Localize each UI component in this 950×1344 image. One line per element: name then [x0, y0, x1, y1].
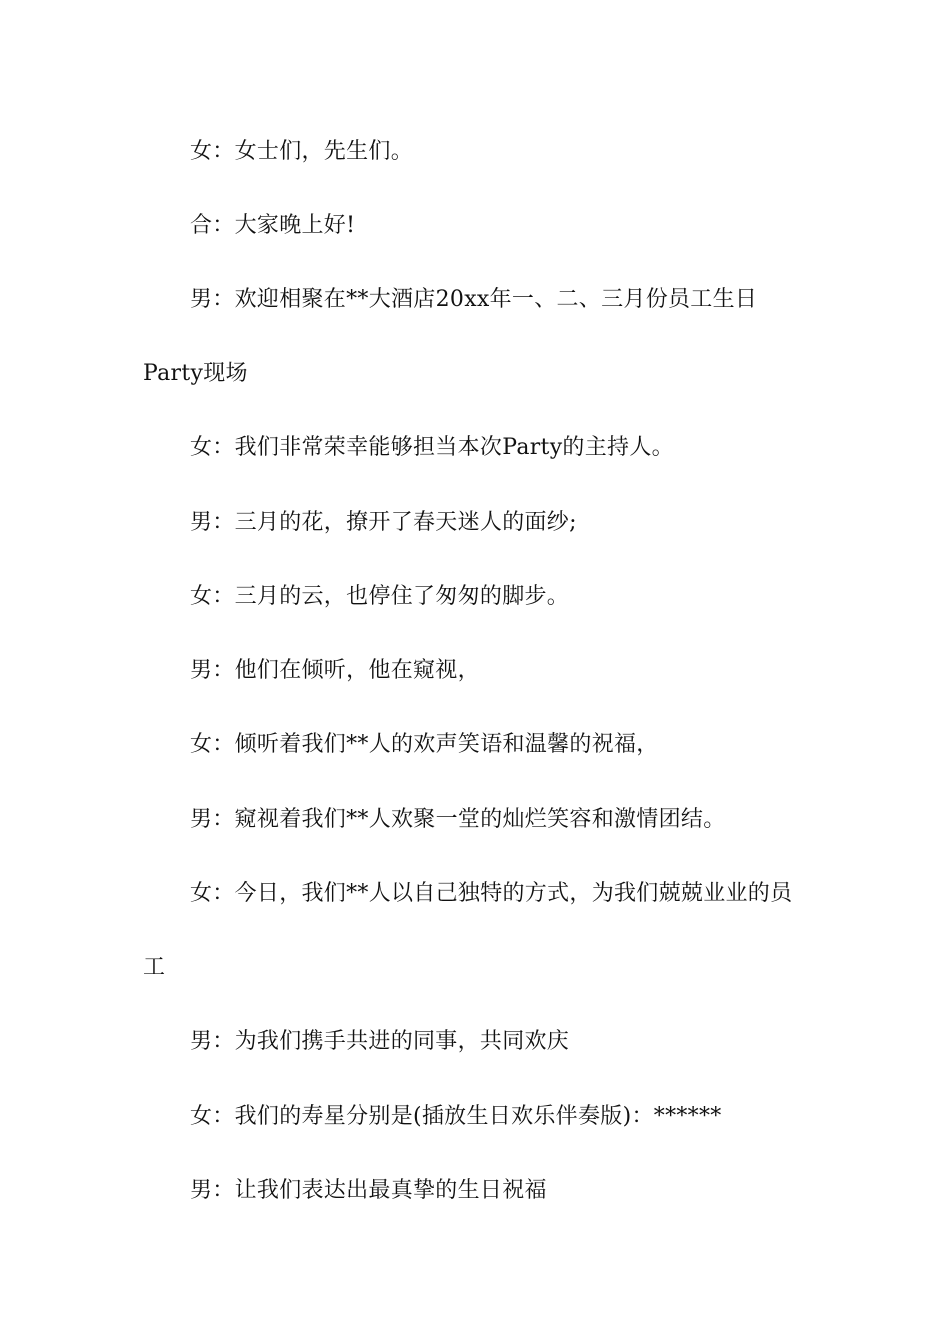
dialogue-line: 合：大家晚上好!	[190, 213, 356, 238]
dialogue-line: 女：今日，我们**人以自己独特的方式，为我们兢兢业业的员	[190, 881, 793, 906]
dialogue-line: 女：我们非常荣幸能够担当本次Party的主持人。	[190, 435, 674, 460]
dialogue-line: 男：他们在倾听，他在窥视，	[190, 658, 480, 683]
dialogue-line: 男：让我们表达出最真挚的生日祝福	[190, 1178, 547, 1203]
dialogue-line: 女：倾听着我们**人的欢声笑语和温馨的祝福，	[190, 732, 659, 757]
dialogue-line: 女：女士们，先生们。	[190, 139, 414, 164]
dialogue-line: 男：欢迎相聚在**大酒店20xx年一、二、三月份员工生日	[190, 287, 758, 312]
dialogue-line: 女：我们的寿星分别是(插放生日欢乐伴奏版)：******	[190, 1104, 722, 1129]
dialogue-line-continuation: Party现场	[143, 361, 248, 386]
dialogue-line: 男：为我们携手共进的同事，共同欢庆	[190, 1029, 570, 1054]
dialogue-line: 男：三月的花，撩开了春天迷人的面纱;	[190, 510, 577, 535]
dialogue-line-continuation: 工	[143, 955, 166, 980]
dialogue-line: 男：窥视着我们**人欢聚一堂的灿烂笑容和激情团结。	[190, 807, 726, 832]
dialogue-line: 女：三月的云，也停住了匆匆的脚步。	[190, 584, 570, 609]
